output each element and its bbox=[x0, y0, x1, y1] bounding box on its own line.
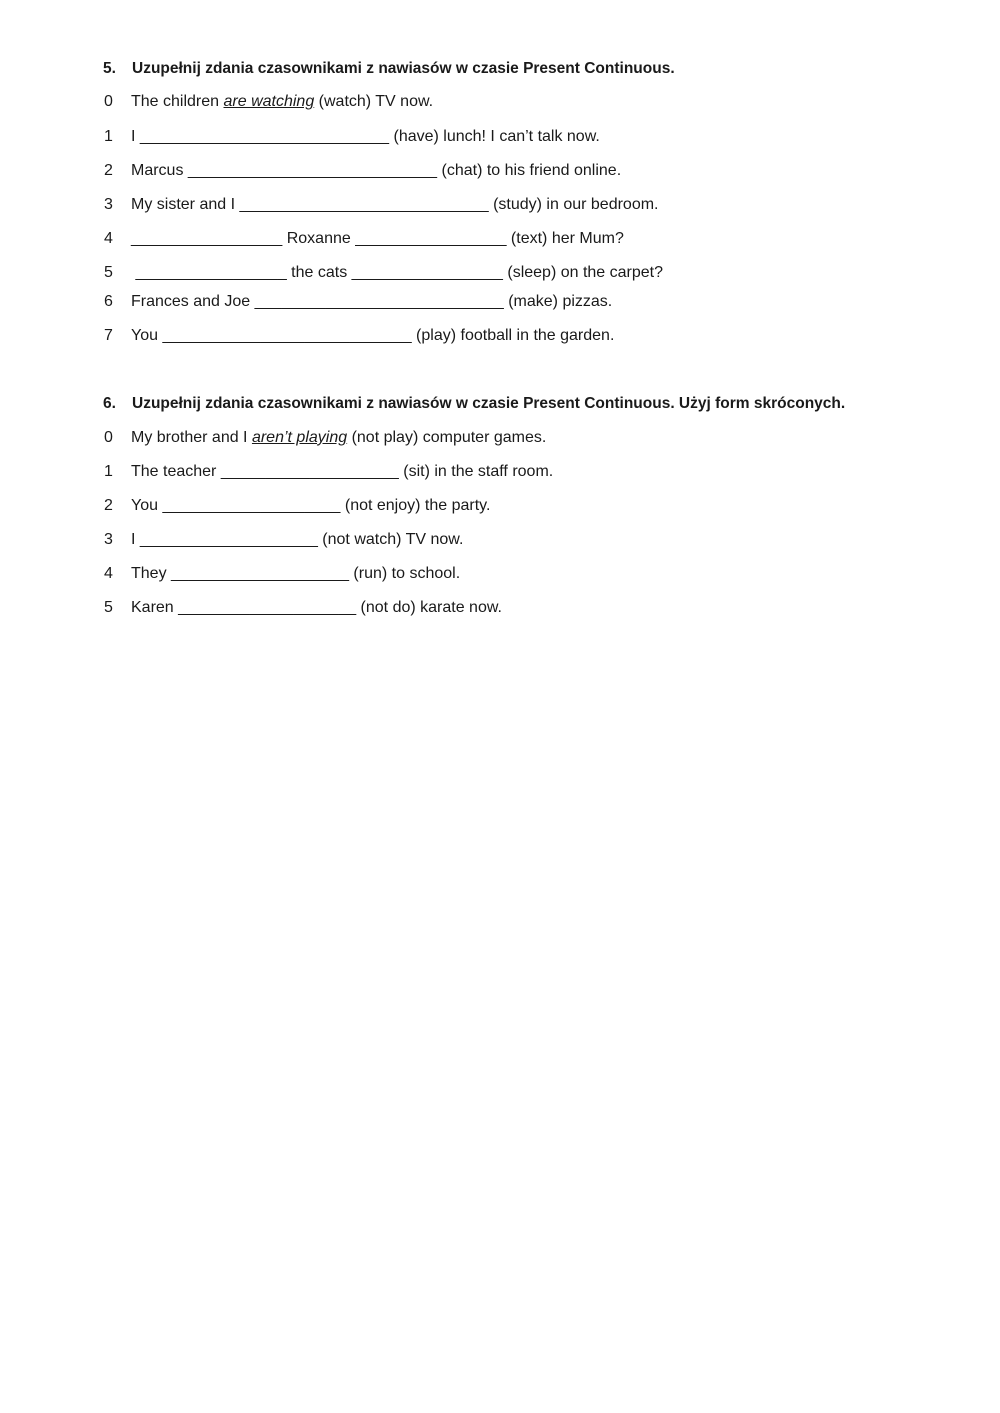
item-sentence[interactable]: You ____________________ (not enjoy) the party. bbox=[131, 497, 491, 514]
exercise-5-instruction: Uzupełnij zdania czasownikami z nawiasów w czasie Present Continuous. bbox=[132, 60, 675, 77]
item-sentence[interactable]: I ____________________________ (have) lunch! I can’t talk now. bbox=[131, 128, 600, 145]
exercise-5-item-7[interactable] bbox=[104, 327, 614, 345]
exercise-5-item-5[interactable] bbox=[104, 264, 663, 282]
exercise-6-item-2[interactable] bbox=[104, 497, 490, 515]
example-answer: aren’t playing bbox=[251, 429, 348, 446]
item-index: 4 bbox=[104, 565, 113, 582]
item-index: 0 bbox=[104, 93, 113, 110]
item-index: 2 bbox=[104, 162, 113, 179]
exercise-6-example bbox=[104, 429, 546, 447]
exercise-5-item-2[interactable] bbox=[104, 162, 621, 180]
exercise-5-example bbox=[104, 93, 433, 111]
item-sentence[interactable]: _________________ Roxanne _________________ (text) her Mum? bbox=[131, 230, 624, 247]
exercise-5-number: 5. bbox=[103, 60, 116, 77]
example-after: (watch) TV now. bbox=[314, 93, 434, 110]
item-index: 1 bbox=[104, 128, 113, 145]
exercise-5-item-3[interactable] bbox=[104, 196, 658, 214]
item-sentence[interactable]: They ____________________ (run) to school. bbox=[131, 565, 461, 582]
example-after: (not play) computer games. bbox=[347, 429, 547, 446]
exercise-6-item-5[interactable] bbox=[104, 599, 502, 617]
item-sentence[interactable]: The teacher ____________________ (sit) in the staff room. bbox=[131, 463, 554, 480]
item-sentence[interactable]: _________________ the cats _________________ (sleep) on the carpet? bbox=[131, 264, 664, 281]
exercise-6-item-3[interactable] bbox=[104, 531, 463, 549]
exercise-6-item-4[interactable] bbox=[104, 565, 460, 583]
item-index: 2 bbox=[104, 497, 113, 514]
example-before: My brother and I bbox=[131, 429, 252, 446]
exercise-5-item-1[interactable] bbox=[104, 128, 600, 146]
exercise-5-item-6[interactable] bbox=[104, 293, 612, 311]
example-answer: are watching bbox=[223, 93, 315, 110]
exercise-6-item-1[interactable] bbox=[104, 463, 553, 481]
item-index: 5 bbox=[104, 264, 113, 281]
item-index: 3 bbox=[104, 196, 113, 213]
item-index: 1 bbox=[104, 463, 113, 480]
exercise-6-heading bbox=[103, 395, 845, 413]
item-sentence[interactable]: My sister and I ____________________________ (study) in our bedroom. bbox=[131, 196, 659, 213]
item-sentence[interactable]: Marcus ____________________________ (chat) to his friend online. bbox=[131, 162, 622, 179]
item-index: 6 bbox=[104, 293, 113, 310]
item-index: 4 bbox=[104, 230, 113, 247]
example-before: The children bbox=[131, 93, 224, 110]
item-sentence[interactable]: I ____________________ (not watch) TV now. bbox=[131, 531, 464, 548]
item-sentence[interactable]: You ____________________________ (play) football in the garden. bbox=[131, 327, 615, 344]
item-index: 7 bbox=[104, 327, 113, 344]
item-index: 3 bbox=[104, 531, 113, 548]
exercise-5-item-4[interactable] bbox=[104, 230, 624, 248]
exercise-5-heading bbox=[103, 60, 675, 78]
item-sentence[interactable]: Frances and Joe ____________________________ (make) pizzas. bbox=[131, 293, 613, 310]
item-index: 5 bbox=[104, 599, 113, 616]
exercise-6-instruction: Uzupełnij zdania czasownikami z nawiasów w czasie Present Continuous. Użyj form skróconych. bbox=[132, 395, 846, 412]
exercise-6-number: 6. bbox=[103, 395, 116, 412]
item-sentence[interactable]: Karen ____________________ (not do) karate now. bbox=[131, 599, 502, 616]
item-index: 0 bbox=[104, 429, 113, 446]
